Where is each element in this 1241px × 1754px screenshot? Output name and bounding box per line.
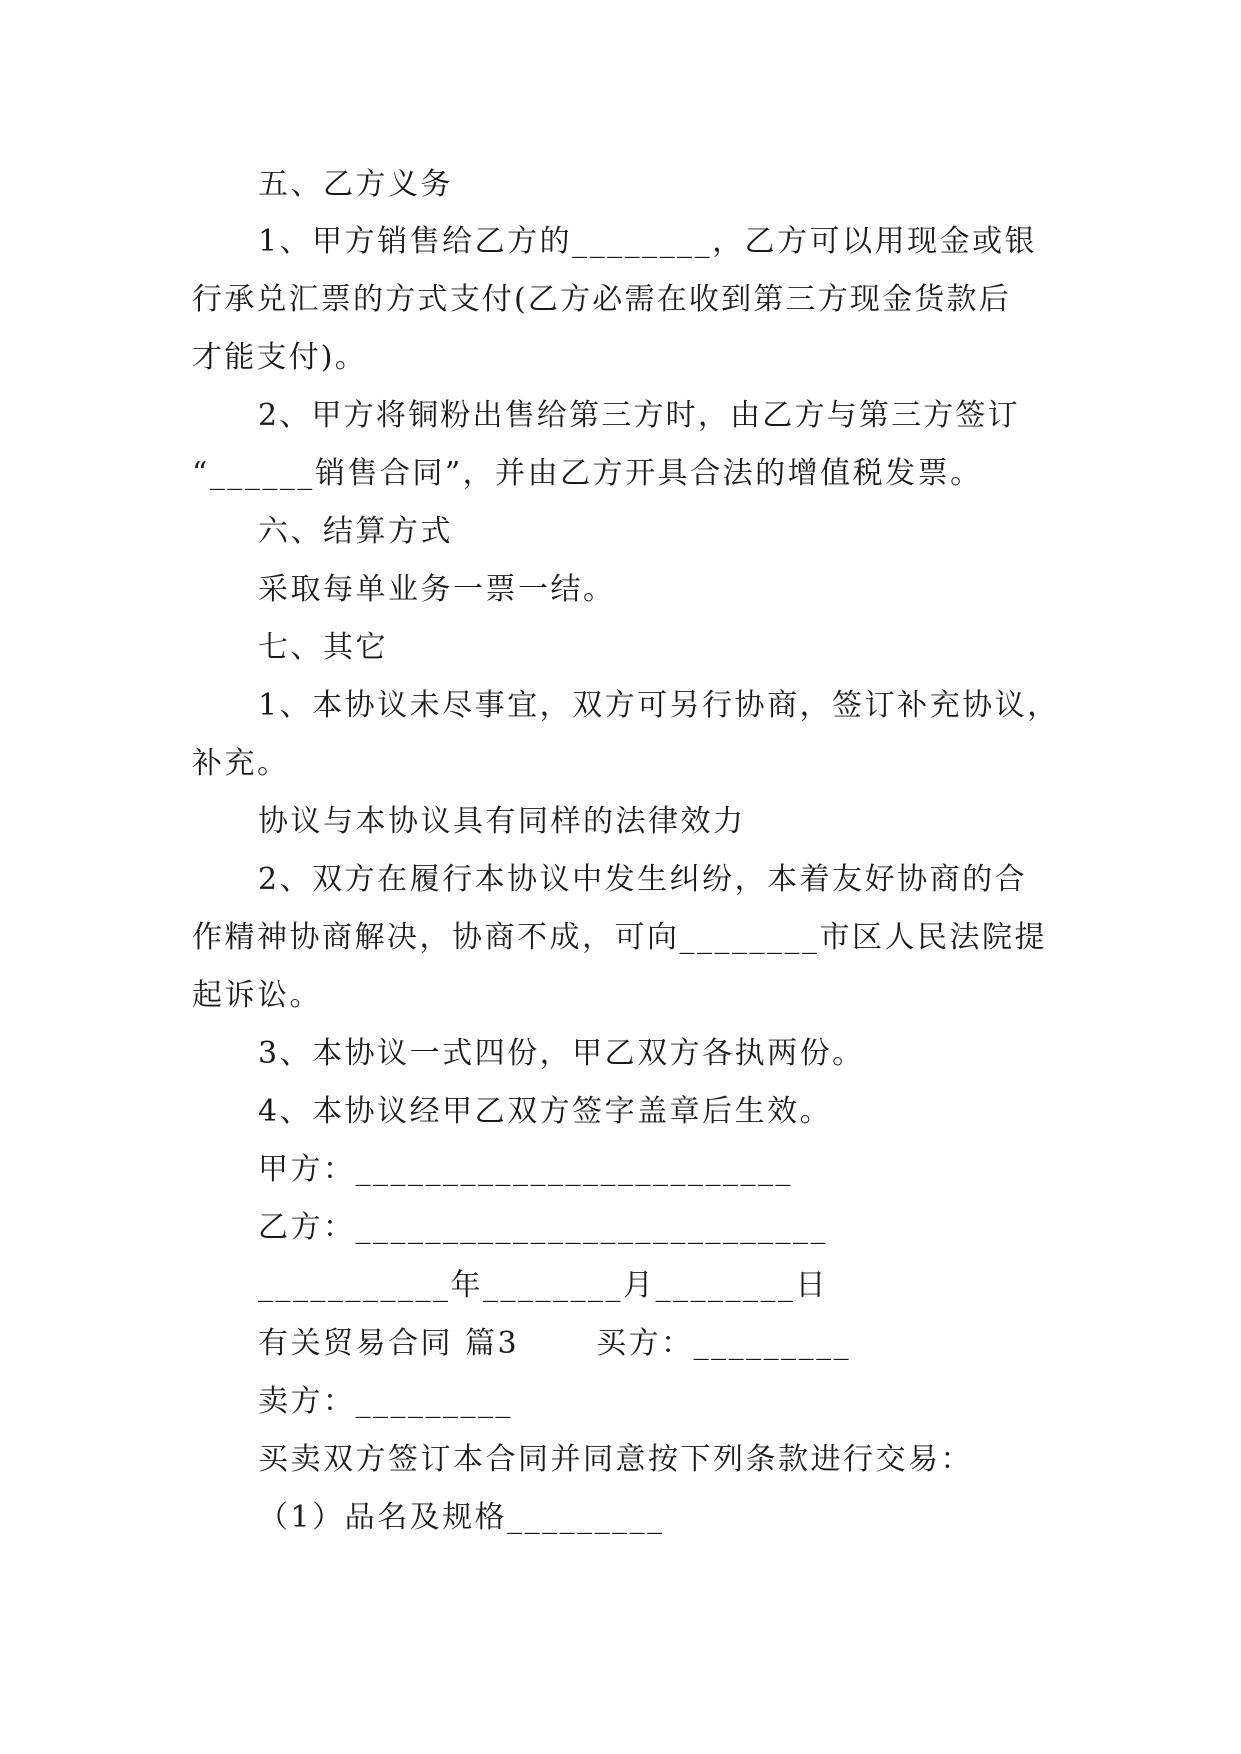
paragraph-line: 1、甲方销售给乙方的________，乙方可以用现金或银 <box>258 224 1038 259</box>
section-heading-settlement: 六、结算方式 <box>258 514 453 549</box>
section-heading-obligations: 五、乙方义务 <box>258 167 453 202</box>
item-spec-line: （1）品名及规格_________ <box>258 1500 665 1535</box>
party-a-signature-line: 甲方：_________________________ <box>258 1152 793 1187</box>
paragraph-line: 4、本协议经甲乙双方签字盖章后生效。 <box>258 1094 833 1129</box>
paragraph-line: 1、本协议未尽事宜，双方可另行协商，签订补充协议， <box>258 688 1060 723</box>
section-heading-other: 七、其它 <box>258 630 388 665</box>
seller-line: 卖方：_________ <box>258 1384 513 1419</box>
paragraph-line: 行承兑汇票的方式支付(乙方必需在收到第三方现金货款后 <box>192 282 1011 317</box>
date-line: ___________年________月________日 <box>258 1268 828 1303</box>
paragraph-line: 2、甲方将铜粉出售给第三方时，由乙方与第三方签订 <box>258 398 1020 433</box>
paragraph-line: 3、本协议一式四份，甲乙双方各执两份。 <box>258 1036 865 1071</box>
paragraph-line: “______销售合同”，并由乙方开具合法的增值税发票。 <box>192 456 983 491</box>
paragraph-line: 协议与本协议具有同样的法律效力 <box>258 804 746 839</box>
paragraph-line: 补充。 <box>192 746 290 781</box>
paragraph-line: 作精神协商解决，协商不成，可向________市区人民法院提 <box>192 920 1047 955</box>
paragraph-line: 采取每单业务一票一结。 <box>258 572 616 607</box>
contract-heading-buyer: 有关贸易合同 篇3 买方：_________ <box>258 1326 852 1361</box>
paragraph-line: 买卖双方签订本合同并同意按下列条款进行交易： <box>258 1442 973 1477</box>
paragraph-line: 2、双方在履行本协议中发生纠纷，本着友好协商的合 <box>258 862 1028 897</box>
paragraph-line: 起诉讼。 <box>192 978 322 1013</box>
paragraph-line: 才能支付)。 <box>192 340 367 375</box>
party-b-signature-line: 乙方：___________________________ <box>258 1210 828 1245</box>
